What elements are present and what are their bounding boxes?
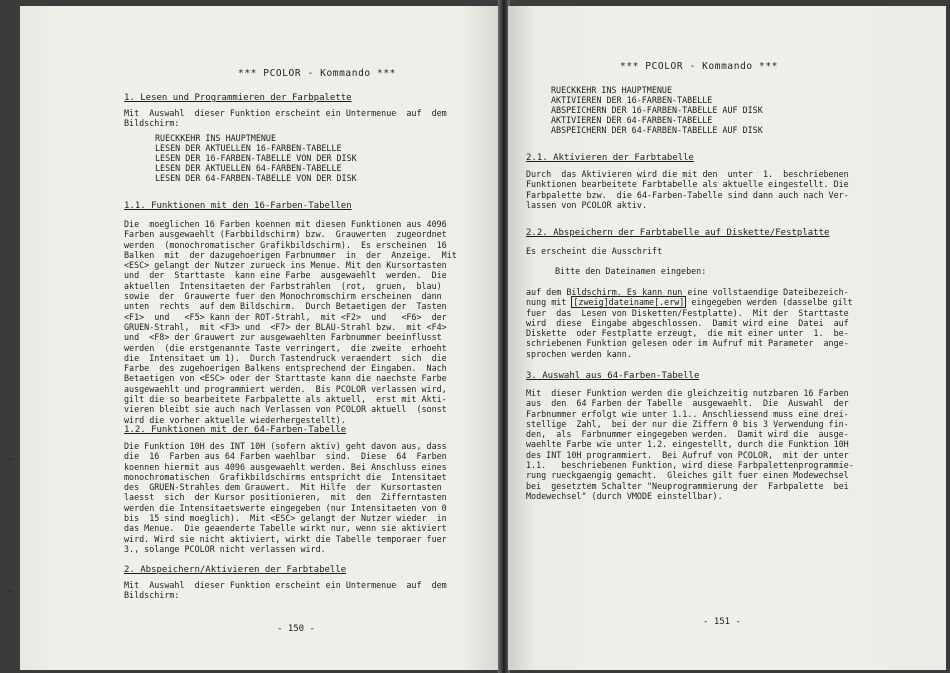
section-2-2-body bbox=[526, 287, 853, 359]
right-page bbox=[508, 6, 946, 670]
section-1-2-heading: 1.2. Funktionen mit der 64-Farben-Tabelle bbox=[124, 425, 347, 435]
section-2-2-line: Es erscheint die Ausschrift bbox=[526, 246, 663, 256]
scan-mark bbox=[6, 590, 13, 592]
section-2-1-body: Durch das Aktivieren wird die mit den unter 1. beschriebenen Funktionen bearbeitete Farbtabelle als aktuelle eingestellt. Die Farbpalette bzw. die 64-Farben-Tabelle sind dann auch nach Ver- lassen von PCOLOR aktiv. bbox=[526, 169, 849, 210]
section-1-menu-list: RUECKKEHR INS HAUPTMENUE LESEN DER AKTUELLEN 16-FARBEN-TABELLE LESEN DER 16-FARBEN-TABELLE VON DER DISK LESEN DER AKTUELLEN 64-FARBEN-TABELLE LESEN DER 64-FARBEN-TABELLE VON DER DISK bbox=[155, 133, 357, 183]
filename-syntax-box: [zweig]dateiname[.erw] bbox=[573, 297, 685, 308]
section-1-heading: 1. Lesen und Programmieren der Farbpalette bbox=[124, 93, 352, 103]
section-1-1-heading: 1.1. Funktionen mit den 16-Farben-Tabellen bbox=[124, 201, 352, 211]
left-page bbox=[20, 6, 500, 670]
section-2-2-body-start: auf dem Bildschirm. Es kann nun eine vollstaendige Dateibezeich- nung mit bbox=[526, 287, 849, 308]
section-3-heading: 3. Auswahl aus 64-Farben-Tabelle bbox=[526, 371, 700, 381]
section-2-heading: 2. Abspeichern/Aktivieren der Farbtabelle bbox=[124, 565, 347, 575]
section-2-menu-list: RUECKKEHR INS HAUPTMENUE AKTIVIEREN DER 16-FARBEN-TABELLE ABSPEICHERN DER 16-FARBEN-TABELLE AUF DISK AKTIVIEREN DER 64-FARBEN-TABELLE ABSPEICHERN DER 64-FARBEN-TABELLE AUF DISK bbox=[551, 85, 763, 135]
scan-mark bbox=[6, 458, 13, 460]
page-number: - 150 - bbox=[277, 624, 315, 634]
page-number: - 151 - bbox=[703, 617, 741, 627]
section-2-intro: Mit Auswahl dieser Funktion erscheint ein Untermenue auf dem Bildschirm: bbox=[124, 580, 447, 601]
section-3-body: Mit dieser Funktion werden die gleichzeitig nutzbaren 16 Farben aus den 64 Farben der Tabelle ausgewaehlt. Die Auswahl der Farbnummer erfolgt wie unter 1.1.. Anschliessend muss eine drei- stellige Zahl, bei der nur die Ziffern 0 bis 3 Verwendung fin- den, als Farbnummer eingegeben werden. Damit wird die ausge- waehlte Farbe wie unter 1.2. eingestellt, durch die Funktion 10H des INT 10H programmiert. Bei Aufruf von PCOLOR, mit der unter 1.1. beschriebenen Funktion, wird diese Farbpalettenprogrammie- rung rueckgaengig gemacht. Gleiches gilt fuer einen Modewechsel bei gesetztem Schalter "Neuprogrammierung der Farbpalette bei Modewechsel" (durch VMODE einstellbar). bbox=[526, 388, 854, 501]
section-2-2-body-end: fuer das Lesen von Disketten/Festplatte). Mit der Starttaste wird diese Eingabe abgeschlossen. Damit wird eine Datei auf Diskette oder Festplatte erzeugt, die mit einer unter 1. be- schriebenen Funktion gelesen oder im Aufruf mit Parameter ange- sprochen werden kann. bbox=[526, 307, 849, 359]
page-header: *** PCOLOR - Kommando *** bbox=[620, 61, 778, 72]
filename-prompt: Bitte den Dateinamen eingeben: bbox=[555, 266, 707, 276]
section-1-intro: Mit Auswahl dieser Funktion erscheint ein Untermenue auf dem Bildschirm: bbox=[124, 108, 447, 129]
section-2-2-heading: 2.2. Abspeichern der Farbtabelle auf Diskette/Festplatte bbox=[526, 228, 830, 238]
section-1-2-body: Die Funktion 10H des INT 10H (sofern aktiv) geht davon aus, dass die 16 Farben aus 64 Farben waehlbar sind. Diese 64 Farben koennen hiermit aus 4096 ausgewaehlt werden. Bei Anschluss eines monochromatischen Grafikbildschirms entspricht die Intensitaet des GRUEN-Strahles dem Grauwert. Mit Hilfe der Kursortasten laesst sich der Kursor positionieren, mit den Zifferntasten werden die Intensitaetswerte eingegeben (nur Intensitaeten von 0 bis 15 sind moeglich). Mit <ESC> gelangt der Nutzer wieder in das Menue. Die geaenderte Tabelle wirkt nur, wenn sie aktiviert wird. Wird sie nicht aktiviert, wirkt die Tabelle temporaer fuer 3., solange PCOLOR nicht verlassen wird. bbox=[124, 441, 447, 554]
section-2-2-body-mid: eingegeben werden (dasselbe gilt bbox=[686, 297, 853, 308]
page-header: *** PCOLOR - Kommando *** bbox=[238, 68, 396, 79]
section-2-1-heading: 2.1. Aktivieren der Farbtabelle bbox=[526, 153, 694, 163]
section-1-1-body: Die moeglichen 16 Farben koennen mit diesen Funktionen aus 4096 Farben ausgewaehlt (Farbbildschirm) bzw. Grauwerten zugeordnet werden (monochromatischer Grafikbildschirm). Es erscheinen 16 Balken mit der dazugehoerigen Farbnummer in der Anzeige. Mit <ESC> gelangt der Nutzer zurueck ins Menue. Mit den Kursortasten und der Starttaste kann eine Farbe ausgewaehlt werden. Die aktuellen Intensitaeten der Farbstrahlen (rot, gruen, blau) sowie der Grauwerte fuer den Monochromschirm erscheinen dann unten rechts auf dem Bildschirm. Durch Betaetigen der Tasten <F1> und <F5> kann der ROT-Strahl, mit <F2> und <F6> der GRUEN-Strahl, mit <F3> und <F7> der BLAU-Strahl bzw. mit <F4> und <F8> der Grauwert zur ausgewaehlten Farbnummer beeinflusst werden (die erstgenannte Taste verringert, die zweite erhoeht die Intensitaet um 1). Durch Tastendruck veraendert sich die Farbe des zugehoerigen Balkens entsprechend der Eingaben. Nach Betaetigen von <ESC> oder der Starttaste kann die naechste Farbe ausgewaehlt und programmiert werden. Bis PCOLOR verlassen wird, gilt die so bearbeitete Farbpalette als aktuell, erst mit Akti- vieren bleibt sie auch nach Verlassen von PCOLOR aktuell (sonst wird die vorher aktuelle wiederhergestellt). bbox=[124, 219, 457, 425]
